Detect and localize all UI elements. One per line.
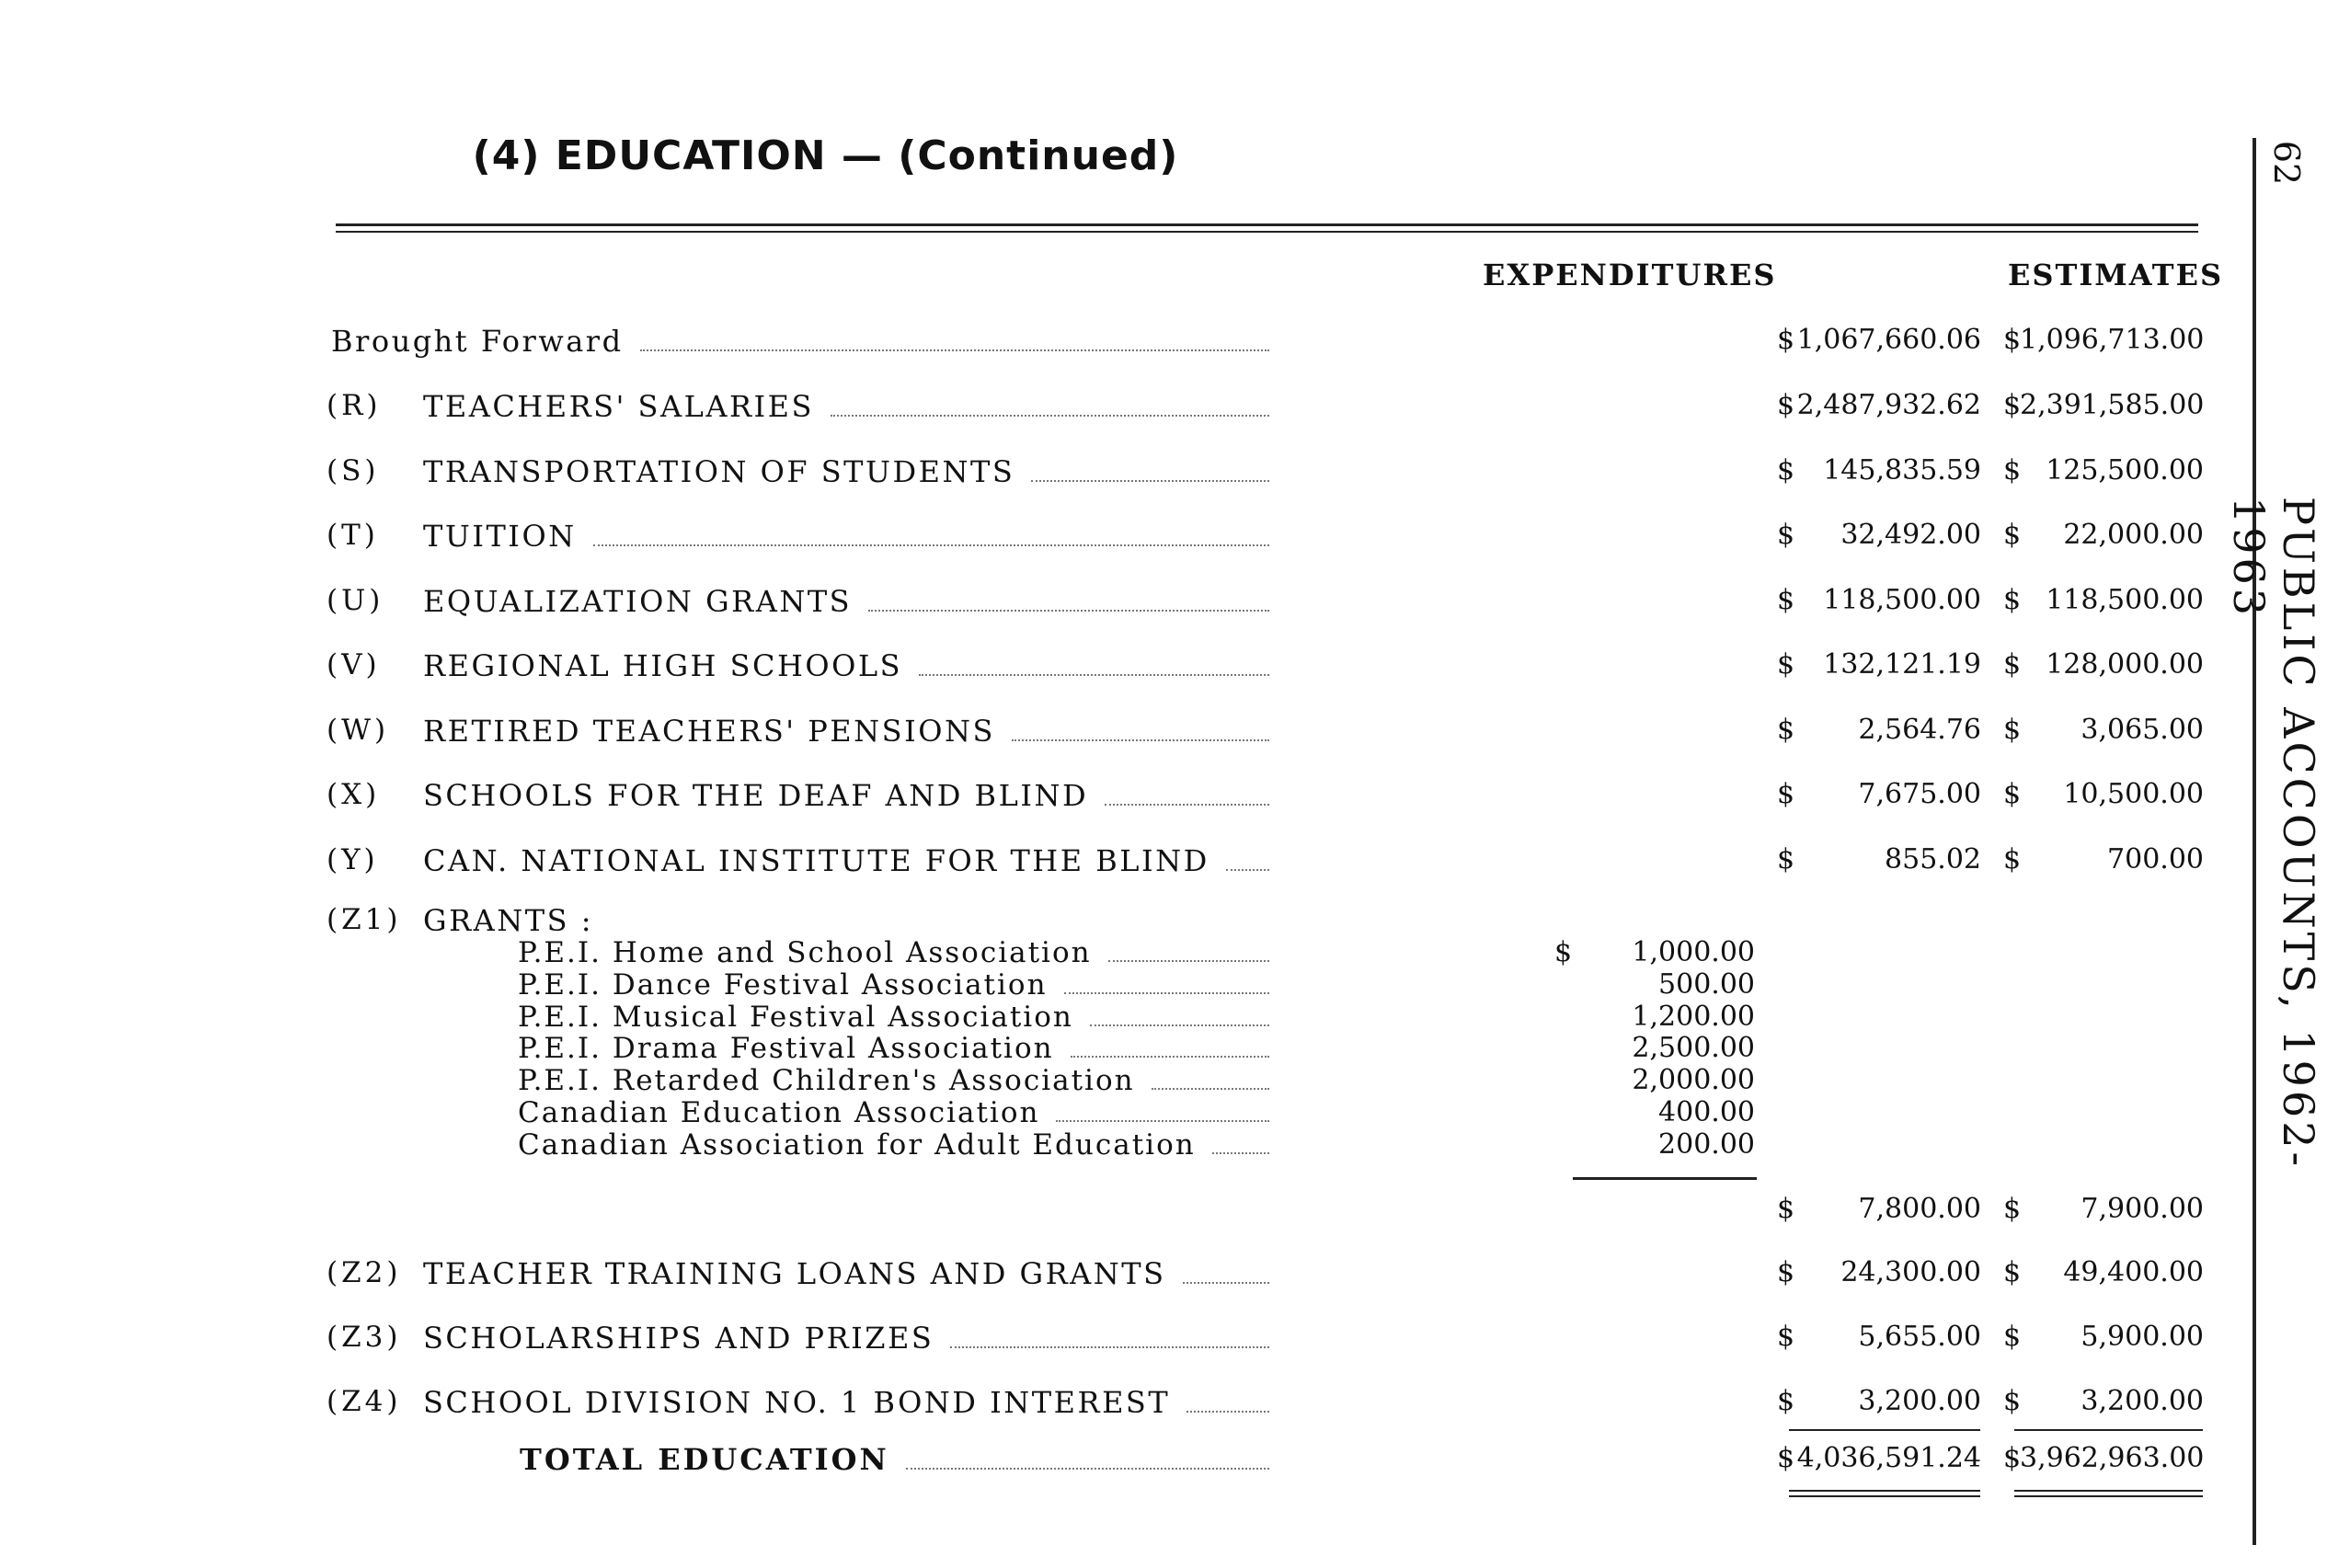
currency-symbol: $ — [1777, 1385, 1795, 1417]
account-row — [0, 584, 2350, 624]
grant-amount: 400.00 — [1658, 1096, 1755, 1128]
row-code: (Z2) — [327, 1256, 402, 1289]
grant-item — [518, 1064, 1269, 1097]
estimate-amount: 118,500.00 — [2046, 583, 2204, 616]
leader-dots — [950, 1345, 1269, 1348]
leader-dots — [1071, 1055, 1269, 1058]
row-label: TEACHER TRAINING LOANS AND GRANTS — [423, 1256, 1166, 1291]
currency-symbol: $ — [2003, 842, 2022, 876]
grant-name: Canadian Education Association — [518, 1096, 1040, 1129]
currency-symbol: $ — [1777, 842, 1795, 876]
leader-dots — [1186, 1410, 1269, 1413]
total-double-rule-exp-2 — [1789, 1495, 1980, 1497]
expenditure-amount: 145,835.59 — [1823, 453, 1981, 486]
currency-symbol: $ — [1777, 1321, 1795, 1353]
leader-dots — [1108, 959, 1269, 962]
estimate-amount: 5,900.00 — [2081, 1321, 2204, 1353]
estimate-amount: 49,400.00 — [2063, 1256, 2204, 1288]
row-label: SCHOLARSHIPS AND PRIZES — [423, 1321, 934, 1356]
grant-item — [518, 1128, 1269, 1162]
row-label: TEACHERS' SALARIES — [423, 389, 814, 424]
account-row — [0, 648, 2350, 689]
expenditures-header: EXPENDITURES — [1483, 258, 1777, 292]
account-row — [0, 519, 2350, 559]
row-label: TUITION — [423, 519, 577, 554]
currency-symbol: $ — [1777, 778, 1795, 810]
grants-label: GRANTS : — [423, 903, 593, 938]
row-code: (T) — [327, 519, 379, 552]
leader-dots — [831, 414, 1269, 417]
brought-forward-row — [0, 324, 2350, 364]
grant-amount: 2,500.00 — [1632, 1032, 1755, 1065]
grant-item — [518, 1032, 1269, 1065]
leader-dots — [1056, 1119, 1269, 1122]
total-double-rule-exp-1 — [1789, 1490, 1980, 1492]
grant-amount: 2,000.00 — [1632, 1064, 1755, 1097]
row-code: (U) — [327, 583, 384, 617]
currency-symbol: $ — [2003, 583, 2022, 616]
expenditure-amount: 5,655.00 — [1858, 1321, 1981, 1353]
expenditure-amount: 118,500.00 — [1823, 583, 1981, 616]
currency-symbol: $ — [1777, 324, 1795, 356]
currency-symbol: $ — [2003, 648, 2022, 681]
leader-dots — [1090, 1024, 1269, 1026]
leader-dots — [1212, 1151, 1269, 1154]
expenditure-amount: 2,564.76 — [1858, 713, 1981, 746]
expenditure-amount: 7,800.00 — [1858, 1193, 1981, 1225]
expenditure-amount: 855.02 — [1885, 842, 1981, 876]
leader-dots — [1183, 1281, 1269, 1284]
leader-dots — [640, 349, 1269, 351]
account-row — [0, 1385, 2350, 1425]
currency-symbol: $ — [1777, 583, 1795, 616]
total-rule-est — [2014, 1429, 2203, 1431]
currency-symbol: $ — [1554, 936, 1573, 968]
currency-symbol: $ — [1777, 453, 1795, 486]
row-code: (W) — [327, 713, 390, 747]
total-row — [0, 1442, 2350, 1482]
account-row — [0, 454, 2350, 495]
expenditure-amount: 3,200.00 — [1858, 1385, 1981, 1417]
estimate-amount: 125,500.00 — [2046, 453, 2204, 486]
currency-symbol: $ — [1777, 1442, 1795, 1474]
grant-amount: 200.00 — [1658, 1127, 1755, 1161]
row-label: TRANSPORTATION OF STUDENTS — [423, 453, 1015, 489]
row-code: (Z3) — [327, 1321, 402, 1354]
expenditure-amount: 24,300.00 — [1840, 1256, 1981, 1288]
estimate-amount: 1,096,713.00 — [2020, 324, 2205, 356]
leader-dots — [868, 609, 1269, 612]
title-rule-bottom — [336, 231, 2198, 233]
leader-dots — [1031, 479, 1269, 482]
row-label: RETIRED TEACHERS' PENSIONS — [423, 713, 995, 749]
currency-symbol: $ — [2003, 1442, 2022, 1474]
currency-symbol: $ — [2003, 1193, 2022, 1225]
row-code: (R) — [327, 389, 382, 422]
total-rule-exp — [1789, 1429, 1980, 1431]
account-row — [0, 389, 2350, 429]
estimate-amount: 2,391,585.00 — [2020, 389, 2205, 421]
estimates-header: ESTIMATES — [2008, 258, 2224, 292]
row-code: (Y) — [327, 842, 379, 876]
grant-item — [518, 968, 1269, 1001]
expenditure-amount: 1,067,660.06 — [1796, 324, 1981, 356]
grant-name: P.E.I. Dance Festival Association — [518, 967, 1048, 1001]
currency-symbol: $ — [2003, 389, 2022, 421]
currency-symbol: $ — [1777, 713, 1795, 746]
leader-dots — [1064, 991, 1269, 994]
grant-item — [518, 936, 1269, 969]
currency-symbol: $ — [1777, 1193, 1795, 1225]
estimate-amount: 128,000.00 — [2046, 648, 2204, 681]
row-label: EQUALIZATION GRANTS — [423, 583, 853, 619]
currency-symbol: $ — [1777, 389, 1795, 421]
total-label: TOTAL EDUCATION — [520, 1442, 889, 1477]
row-code: (V) — [327, 648, 381, 681]
account-row — [0, 778, 2350, 818]
grant-item — [518, 1001, 1269, 1034]
currency-symbol: $ — [2003, 1256, 2022, 1288]
currency-symbol: $ — [2003, 519, 2022, 551]
grant-item — [518, 1096, 1269, 1129]
expenditure-amount: 32,492.00 — [1840, 519, 1981, 551]
account-row — [0, 714, 2350, 754]
leader-dots — [1226, 868, 1269, 871]
grant-amount: 500.00 — [1658, 967, 1755, 1001]
brought-forward-label: Brought Forward — [331, 324, 624, 359]
row-label: SCHOOLS FOR THE DEAF AND BLIND — [423, 778, 1089, 813]
currency-symbol: $ — [2003, 453, 2022, 486]
row-code: (X) — [327, 778, 381, 811]
grants-total-row — [0, 1193, 2350, 1233]
estimate-amount: 7,900.00 — [2081, 1193, 2204, 1225]
grant-name: Canadian Association for Adult Education — [518, 1127, 1196, 1162]
currency-symbol: $ — [2003, 1385, 2022, 1417]
leader-dots — [1012, 738, 1269, 741]
currency-symbol: $ — [1777, 1256, 1795, 1288]
estimate-amount: 10,500.00 — [2063, 778, 2204, 810]
estimate-amount: 3,200.00 — [2081, 1385, 2204, 1417]
currency-symbol: $ — [2003, 713, 2022, 746]
account-row — [0, 843, 2350, 884]
estimate-amount: 700.00 — [2107, 842, 2204, 876]
grant-amount: 1,000.00 — [1632, 936, 1755, 968]
grant-name: P.E.I. Retarded Children's Association — [518, 1064, 1135, 1098]
grant-name: P.E.I. Drama Festival Association — [518, 1032, 1054, 1066]
expenditure-amount: 132,121.19 — [1823, 648, 1981, 681]
row-code: (Z1) — [327, 903, 402, 936]
leader-dots — [1152, 1087, 1269, 1090]
grant-name: P.E.I. Musical Festival Association — [518, 1000, 1073, 1034]
row-label: REGIONAL HIGH SCHOOLS — [423, 648, 903, 683]
leader-dots — [906, 1467, 1269, 1470]
total-double-rule-est-2 — [2014, 1495, 2203, 1497]
side-title: PUBLIC ACCOUNTS, 1962-1963 — [2224, 497, 2323, 1170]
total-double-rule-est-1 — [2014, 1490, 2203, 1492]
title-rule-top — [336, 223, 2198, 226]
expenditure-amount: 4,036,591.24 — [1796, 1442, 1981, 1474]
grants-subtotal-rule — [1573, 1177, 1757, 1180]
leader-dots — [593, 544, 1269, 546]
estimate-amount: 3,065.00 — [2081, 713, 2204, 746]
grant-name: P.E.I. Home and School Association — [518, 936, 1092, 969]
account-row — [0, 1256, 2350, 1297]
estimate-amount: 22,000.00 — [2063, 519, 2204, 551]
page-title: (4) EDUCATION — (Continued) — [472, 132, 1179, 179]
row-code: (Z4) — [327, 1385, 402, 1418]
row-label: CAN. NATIONAL INSTITUTE FOR THE BLIND — [423, 842, 1209, 878]
currency-symbol: $ — [2003, 324, 2022, 356]
expenditure-amount: 7,675.00 — [1858, 778, 1981, 810]
leader-dots — [1105, 803, 1269, 806]
estimate-amount: 3,962,963.00 — [2020, 1442, 2205, 1474]
expenditure-amount: 2,487,932.62 — [1796, 389, 1981, 421]
row-code: (S) — [327, 453, 380, 487]
currency-symbol: $ — [1777, 648, 1795, 681]
leader-dots — [919, 673, 1269, 676]
page-number: 62 — [2266, 140, 2308, 186]
currency-symbol: $ — [2003, 1321, 2022, 1353]
account-row — [0, 1321, 2350, 1361]
row-label: SCHOOL DIVISION NO. 1 BOND INTEREST — [423, 1385, 1171, 1420]
currency-symbol: $ — [1777, 519, 1795, 551]
currency-symbol: $ — [2003, 778, 2022, 810]
grant-amount: 1,200.00 — [1632, 1000, 1755, 1033]
